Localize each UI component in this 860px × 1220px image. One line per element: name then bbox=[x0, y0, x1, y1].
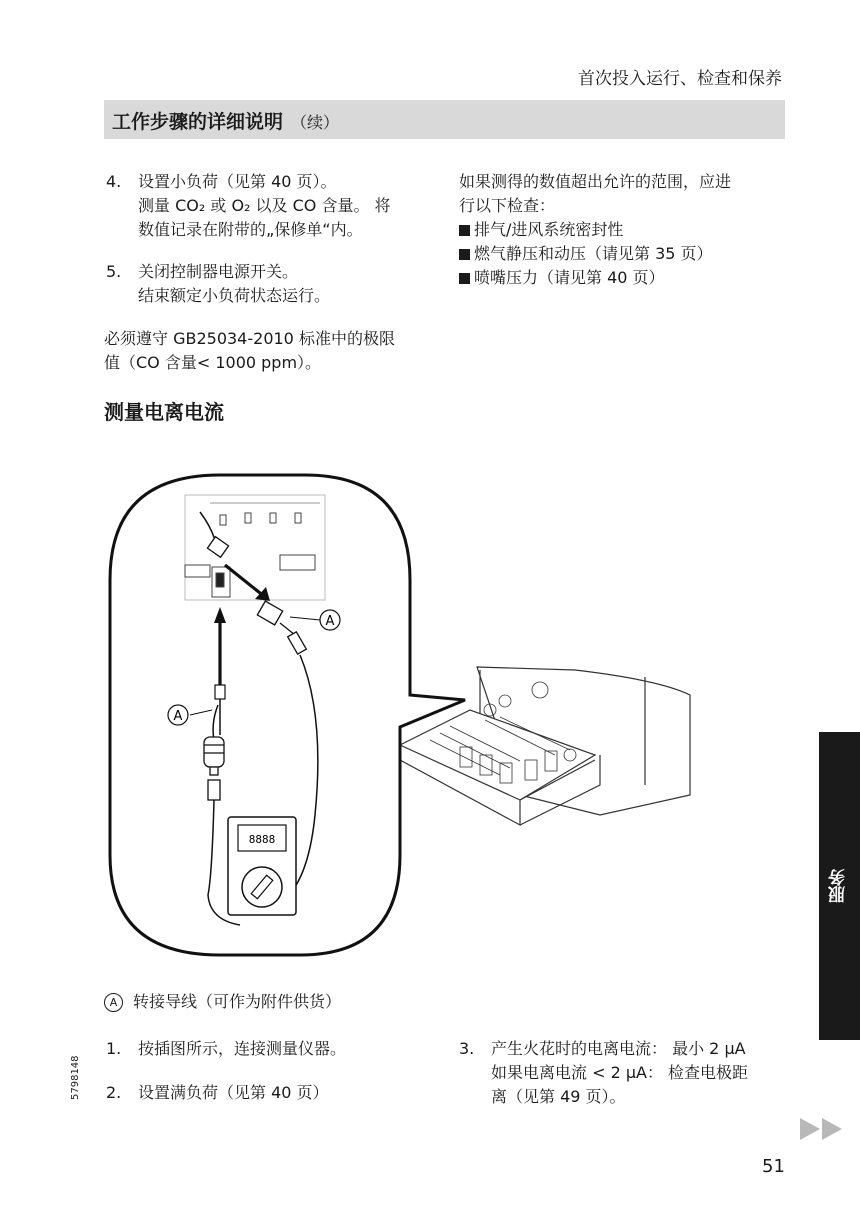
next-page-arrows-icon[interactable] bbox=[800, 1118, 844, 1140]
callout-a-label: A bbox=[173, 709, 183, 724]
step-line: 如果电离电流 < 2 μA： 检查电极距 bbox=[491, 1063, 749, 1082]
boiler-unit-illustration bbox=[400, 667, 690, 825]
section-title: 工作步骤的详细说明 （续） bbox=[112, 111, 340, 133]
multimeter-illustration bbox=[228, 817, 296, 915]
side-tab-label: 服务 bbox=[829, 869, 849, 903]
figure-legend bbox=[104, 990, 341, 1014]
step-number: 3. bbox=[459, 1039, 475, 1058]
check-intro-line: 如果测得的数值超出允许的范围，应进 bbox=[459, 172, 732, 191]
step-1 bbox=[106, 1037, 436, 1061]
step-4 bbox=[106, 170, 436, 242]
bullet-square-icon bbox=[459, 249, 470, 260]
step-number: 4. bbox=[106, 172, 122, 191]
step-line: 数值记录在附带的„保修单“内。 bbox=[138, 220, 363, 239]
section-title-cont: （续） bbox=[291, 113, 340, 132]
ionization-current-figure bbox=[100, 455, 710, 975]
step-line: 离（见第 49 页）。 bbox=[491, 1087, 626, 1106]
legend-a-marker: A bbox=[104, 993, 123, 1012]
step-line: 设置满负荷（见第 40 页） bbox=[138, 1083, 329, 1102]
step-line: 结束额定小负荷状态运行。 bbox=[138, 286, 331, 305]
check-item: 燃气静压和动压（请见第 35 页） bbox=[459, 242, 789, 266]
check-intro-line: 行以下检查： bbox=[459, 196, 556, 215]
document-number: 5798148 bbox=[70, 1055, 81, 1100]
step-line: 测量 CO₂ 或 O₂ 以及 CO 含量。 将 bbox=[138, 196, 391, 215]
limit-note bbox=[104, 327, 444, 375]
check-item: 排气/进风系统密封性 bbox=[459, 218, 789, 242]
limit-note-line: 值（CO 含量< 1000 ppm）。 bbox=[104, 353, 322, 372]
step-2 bbox=[106, 1081, 436, 1105]
check-list bbox=[459, 170, 789, 290]
callout-a-label: A bbox=[325, 614, 335, 629]
step-line: 设置小负荷（见第 40 页）。 bbox=[138, 172, 337, 191]
step-number: 2. bbox=[106, 1083, 122, 1102]
step-3 bbox=[459, 1037, 799, 1109]
bullet-square-icon bbox=[459, 273, 470, 284]
step-5 bbox=[106, 260, 436, 308]
step-line: 按插图所示，连接测量仪器。 bbox=[138, 1039, 347, 1058]
section-title-bar bbox=[104, 100, 785, 139]
step-line: 产生火花时的电离电流： 最小 2 μA bbox=[491, 1039, 746, 1058]
page-number: 51 bbox=[762, 1156, 785, 1177]
measure-heading: 测量电离电流 bbox=[104, 400, 224, 424]
step-line: 关闭控制器电源开关。 bbox=[138, 262, 299, 281]
bullet-square-icon bbox=[459, 225, 470, 236]
step-number: 1. bbox=[106, 1039, 122, 1058]
running-header: 首次投入运行、检查和保养 bbox=[578, 69, 782, 89]
check-item: 喷嘴压力（请见第 40 页） bbox=[459, 266, 789, 290]
side-tab-service[interactable] bbox=[819, 732, 860, 1040]
meter-display: 8888 bbox=[248, 833, 276, 846]
legend-text: 转接导线（可作为附件供货） bbox=[133, 992, 342, 1011]
step-number: 5. bbox=[106, 262, 122, 281]
limit-note-line: 必须遵守 GB25034-2010 标准中的极限 bbox=[104, 329, 395, 348]
